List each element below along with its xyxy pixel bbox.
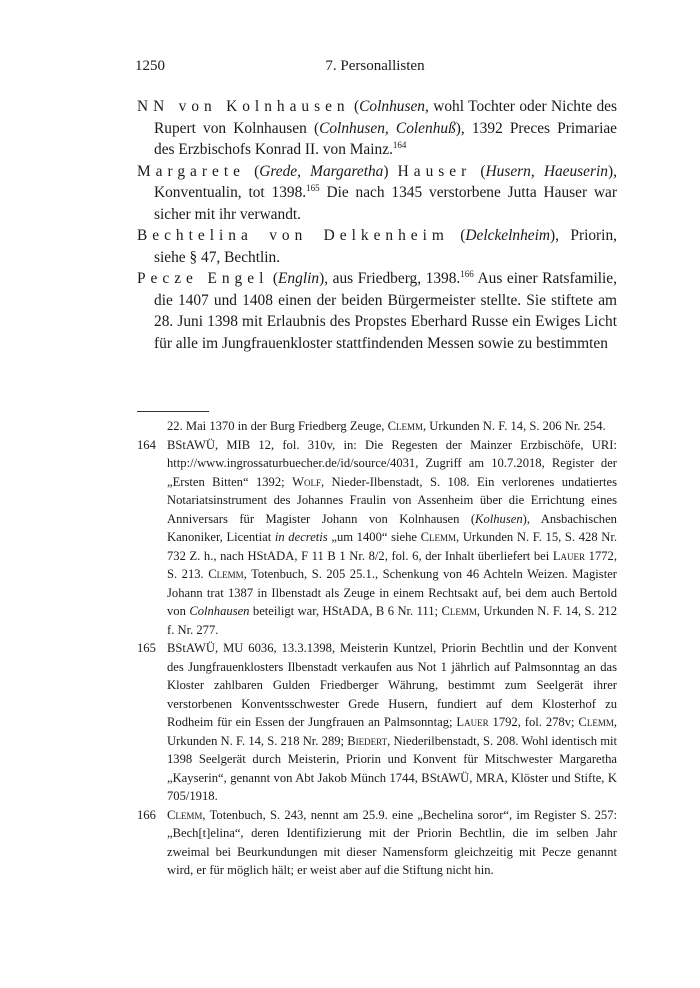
entry-text: , Priorin, siehe § 47, Bechtlin. [154, 227, 617, 266]
entry-text: , aus Friedberg, 1398. [324, 270, 461, 287]
footnote-text: , Urkunden N. F. 14, S. 218 Nr. 289; [167, 715, 617, 748]
entry-name: Pecze Engel [137, 270, 269, 287]
footnote-166 [137, 806, 617, 880]
entry-name-variants: Colnhusen [359, 98, 425, 115]
footnote-number: 164 [137, 437, 156, 452]
footnote-text: , Niederilbenstadt, S. 208. Wohl identisch mit 1398 Seelgerät durch Meisterin, Priorin und Konvent für Mitschwester Margaretha „Kayserin“, genannt von Abt Jakob Münch 1744, BStAWÜ, MRA, Klöster und Stifte, K 705/1918. [167, 733, 617, 803]
footnote-text: , Totenbuch, S. 243, nennt am 25.9. eine „Bechelina soror“, im Register S. 257: „Bech[t]elina“, deren Identifizierung mit der Priorin Bechtlin, die im selben Jahr zweimal bei Beurkundungen mit dieser Namensform gleichzeitig mit Pecze genannt wird, er für möglich hält; er weist aber auf die Stiftung nicht hin. [167, 807, 617, 877]
footnote-text: beteiligt war, HStADA, B 6 Nr. 111; [249, 604, 442, 618]
footnote-author: Clemm [208, 567, 244, 581]
page-number: 1250 [135, 58, 165, 74]
footnote-ref: 164 [392, 139, 407, 150]
footnote-text: „um 1400“ siehe [327, 530, 421, 544]
footnote-text: , Nieder-Ilbenstadt, S. 108. Ein verlorenes undatiertes Notariatsinstrument des Johannes Fraulin von Assenheim über die Errichtung eines Anniversars für Magister Johann von Kolnhausen ( [167, 474, 617, 526]
footnote-text: BStAWÜ, MU 6036, 13.3.1398, Meisterin Kuntzel, Priorin Bechtlin und der Konvent des Jungfrauenklosters Ilbenstadt verkaufen aus Not 1 jährlich auf Palmsonntag an das Kloster zahlbaren Gulden Friedberger Währung, bestimmt zum Seelgerät ihrer verstorbenen Konventsschwester Grede Husern, fundiert auf dem Klosterhof zu Rodheim für ein Essen der Jungfrauen an Palmsonntag; [167, 641, 617, 729]
entry-name-variants: Englin [278, 270, 320, 287]
footnote-italic: Kolhusen [475, 511, 523, 526]
running-title: 7. Personallisten [325, 58, 425, 74]
footnote-author: Clemm [578, 715, 614, 729]
footnote-text: , Urkunden N. F. 15, S. 428 Nr. 732 Z. h., nach HStADA, F 11 B 1 Nr. 8/2, fol. 6, der Inhalt überliefert bei [167, 530, 618, 563]
footnote-text: ), Ansbachischen Kanoniker, Licentiat [167, 511, 617, 544]
footnote-165 [137, 639, 617, 806]
footnote-author: Clemm [420, 530, 457, 544]
footnote-author: Biedert [347, 733, 388, 748]
personnel-entries [137, 96, 617, 354]
entry-hauser: Margarete (Grede, Margaretha) Hauser (Husern, Haeuserin), Konventualin, tot 1398.$^{165}$ Die nach 1345 verstorbene Jutta Hauser war sicher mit ihr verwandt. [137, 162, 617, 223]
footnote-separator [137, 411, 209, 412]
entry-text: ), 1392 Preces Primariae des Erzbischofs Konrad II. von Mainz. [154, 119, 618, 158]
footnote-author: Lauer [552, 548, 586, 563]
entry-text: , wohl Tochter oder Nichte des Rupert von Kolnhausen ( [154, 98, 617, 137]
entry-text: , Konventualin, tot 1398. [154, 162, 617, 201]
footnote-text: 1772, S. 213. [167, 548, 617, 581]
footnotes [137, 417, 617, 880]
footnote-italic: Colnhausen [189, 604, 250, 618]
entry-name: NN von Kolnhausen [137, 98, 350, 115]
footnote-number: 165 [137, 641, 156, 655]
footnote-text: 1792, fol. 278v; [488, 715, 579, 729]
footnote-text: BStAWÜ, MIB 12, fol. 310v, in: Die Regesten der Mainzer Erzbischöfe, URI: http://www.ingrossaturbuecher.de/id/source/4031, Zugriff am 10.7.2018, Register der „Ersten Bitten“ 1392; [167, 437, 617, 489]
entry-name-variants: Delckelnheim [465, 227, 551, 244]
footnote-ref: 165 [306, 182, 320, 193]
entry-kolnhausen: NN von Kolnhausen (Colnhusen, wohl Tochter oder Nichte des Rupert von Kolnhausen (Colnhusen, Colenhuß), 1392 Preces Primariae des Erzbischofs Konrad II. von Mainz.$^{164}$ [137, 98, 618, 158]
footnote-text: , Urkunden N. F. 14, S. 212 f. Nr. 277. [167, 604, 618, 637]
footnote-author: Lauer [456, 715, 489, 729]
entry-text: Die nach 1345 verstorbene Jutta Hauser war sicher mit ihr verwandt. [154, 184, 617, 223]
footnote-text: , Urkunden N. F. 14, S. 206 Nr. 254. [423, 419, 606, 433]
entry-text: Aus einer Ratsfamilie, die 1407 und 1408 einen der beiden Bürgermeister stellte. Sie stiftete am 28. Juni 1398 mit Erlaubnis des Propstes Eberhard Russe ein Ewiges Licht für alle im Jungfrauenkloster stattfindenden Messen sowie zu bestimmten [154, 270, 617, 352]
footnote-ref: 166 [460, 268, 474, 279]
entry-name: Hauser [397, 162, 472, 180]
footnote-number: 166 [137, 807, 156, 822]
page-header [135, 58, 615, 80]
entry-name: Bechtelina von Delkenheim [137, 227, 449, 244]
footnote-continuation [137, 417, 617, 436]
footnote-author: Clemm [441, 604, 477, 618]
footnote-text: 22. Mai 1370 in der Burg Friedberg Zeuge, [167, 419, 388, 433]
footnote-italic: in decretis [274, 530, 328, 544]
footnote-author: Clemm [167, 807, 203, 822]
entry-engel: Pecze Engel (Englin), aus Friedberg, 1398.$^{166}$ Aus einer Ratsfamilie, die 1407 und 1408 einen der beiden Bürgermeister stellte. Sie stiftete am 28. Juni 1398 mit Erlaubnis des Propstes Eberhard Russe ein Ewiges Licht für alle im Jungfrauenkloster stattfindenden Messen sowie zu bestimmten [137, 268, 617, 352]
entry-name-variants: Grede, Margaretha [259, 162, 384, 180]
footnote-author: Clemm [387, 419, 423, 433]
entry-name-variants: Colnhusen, Colenhuß [319, 119, 456, 137]
footnote-text: , Totenbuch, S. 205 25.1., Schenkung von 46 Achteln Weizen. Magister Johann trat 1387 in Ilbenstadt als Zeuge in einem Rechtsakt auf, bei dem auch Bertold von [167, 567, 617, 618]
entry-name-variants: Husern, Haeuserin [485, 162, 608, 180]
footnote-author: Wolf [292, 474, 321, 489]
entry-name: Margarete [137, 162, 245, 180]
footnote-164 [137, 436, 617, 640]
entry-delkenheim: Bechtelina von Delkenheim (Delckelnheim), Priorin, siehe § 47, Bechtlin. [137, 227, 617, 266]
